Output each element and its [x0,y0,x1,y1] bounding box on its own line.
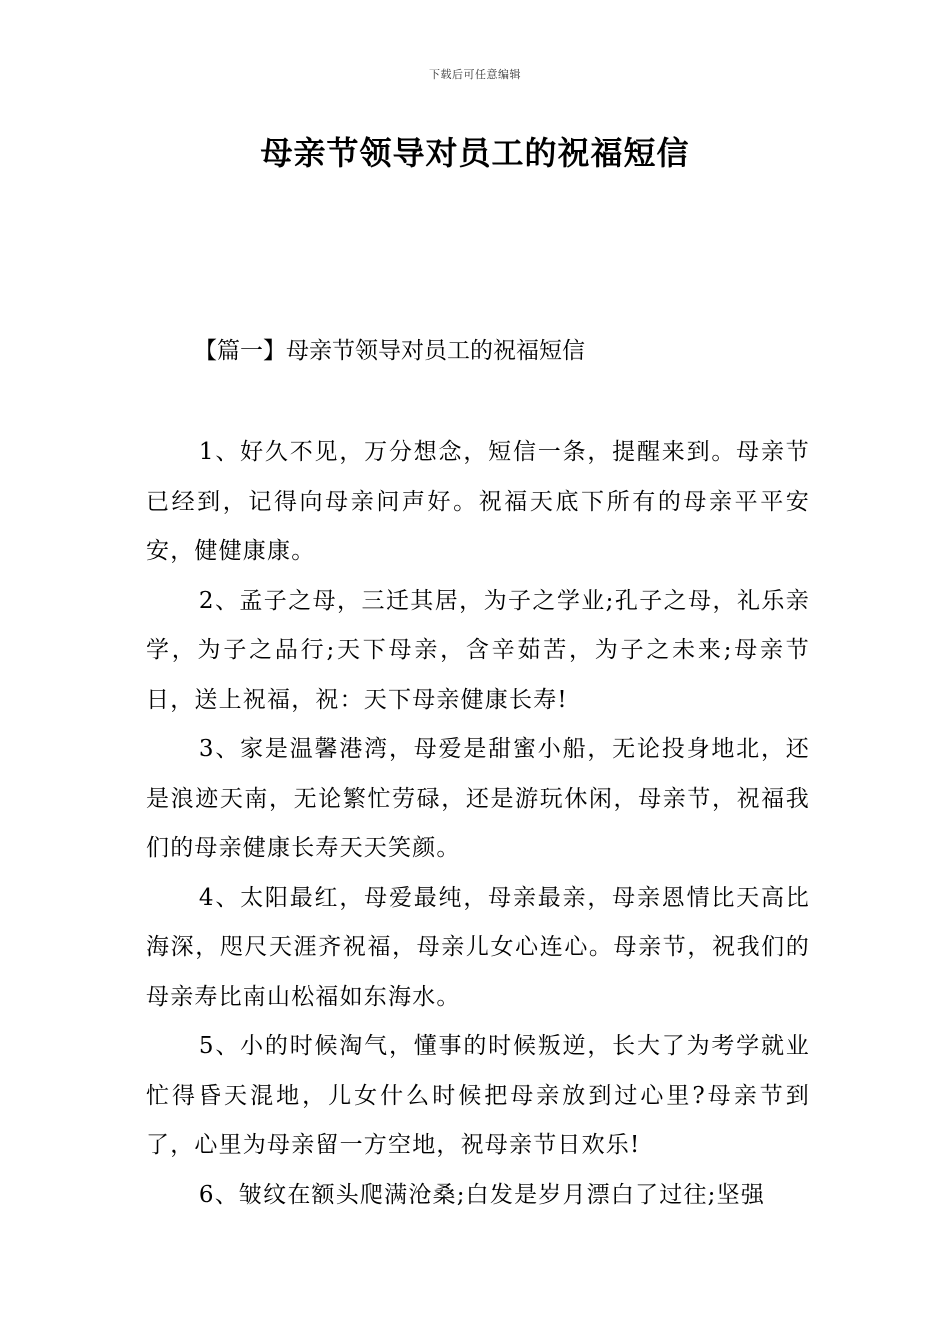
section-heading: 【篇一】母亲节领导对员工的祝福短信 [194,338,585,364]
paragraph: 3、家是温馨港湾，母爱是甜蜜小船，无论投身地北，还是浪迹天南，无论繁忙劳碌，还是游玩休闲，母亲节，祝福我们的母亲健康长寿天天笑颜。 [146,736,810,861]
paragraph: 1、好久不见，万分想念，短信一条，提醒来到。母亲节已经到，记得向母亲问声好。祝福天底下所有的母亲平平安安，健健康康。 [146,439,810,564]
paragraph: 4、太阳最红，母爱最纯，母亲最亲，母亲恩情比天高比海深，咫尺天涯齐祝福，母亲儿女心连心。母亲节，祝我们的母亲寿比南山松福如东海水。 [146,884,810,1010]
document-body [146,428,810,1220]
paragraph: 6、皱纹在额头爬满沧桑;白发是岁月漂白了过往;坚强 [198,1181,766,1208]
header-note: 下载后可任意编辑 [429,68,521,81]
paragraph: 2、孟子之母，三迁其居，为子之学业;孔子之母，礼乐亲学，为子之品行;天下母亲，含辛茹苦，为子之未来;母亲节日，送上祝福，祝：天下母亲健康长寿! [146,587,810,713]
paragraph: 5、小的时候淘气，懂事的时候叛逆，长大了为考学就业忙得昏天混地，儿女什么时候把母亲放到过心里?母亲节到了，心里为母亲留一方空地，祝母亲节日欢乐! [146,1033,810,1158]
document-title: 母亲节领导对员工的祝福短信 [260,134,690,172]
